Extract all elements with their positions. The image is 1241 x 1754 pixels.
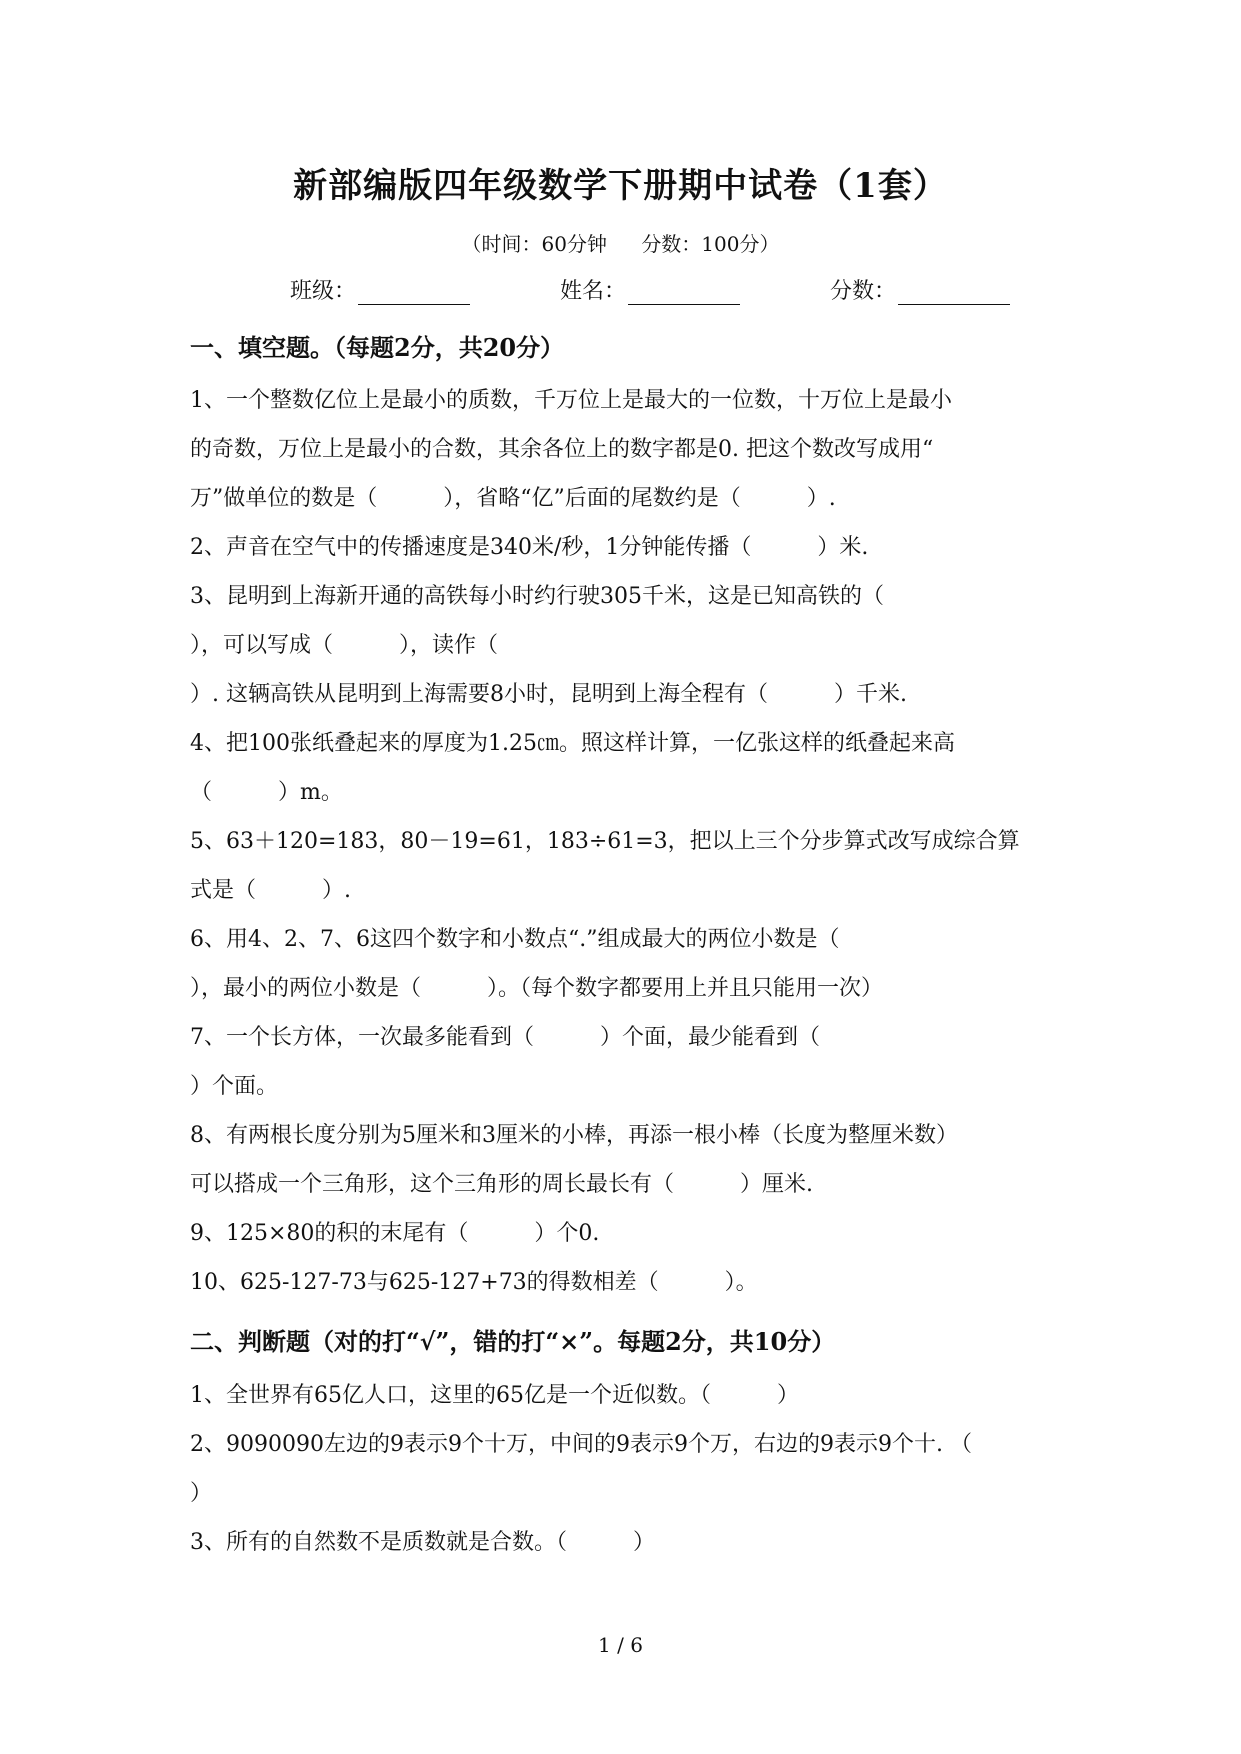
student-info-row <box>290 274 1010 305</box>
question-line: 2、声音在空气中的传播速度是340米/秒，1分钟能传播（ ）米. <box>190 535 869 560</box>
class-label: 班级： <box>290 279 357 304</box>
time-limit: （时间：60分钟 <box>461 232 607 256</box>
score-label: 分数： <box>829 279 896 304</box>
question-line: 万”做单位的数是（ ），省略“亿”后面的尾数约是（ ）. <box>190 486 836 511</box>
score-blank[interactable] <box>898 280 1010 305</box>
question-line: 2、9090090左边的9表示9个十万，中间的9表示9个万，右边的9表示9个十. （ <box>190 1432 972 1457</box>
question-line: ） <box>190 1481 213 1506</box>
name-label: 姓名： <box>559 279 626 304</box>
question-line: 可以搭成一个三角形，这个三角形的周长最长有（ ）厘米. <box>190 1172 813 1197</box>
question-line: 6、用4、2、7、6这四个数字和小数点“.”组成最大的两位小数是（ <box>190 927 840 952</box>
question-line: ），可以写成（ ），读作（ <box>190 633 499 658</box>
score-field <box>830 274 1010 305</box>
question-line: ），最小的两位小数是（ ）。（每个数字都要用上并且只能用一次） <box>190 976 884 1001</box>
name-field <box>560 274 740 305</box>
question-line: 1、全世界有65亿人口，这里的65亿是一个近似数。（ ） <box>190 1383 799 1408</box>
question-line: 10、625-127-73与625-127+73的得数相差（ ）。 <box>190 1270 758 1295</box>
question-line: 3、所有的自然数不是质数就是合数。（ ） <box>190 1530 655 1555</box>
page-title: 新部编版四年级数学下册期中试卷（1套） <box>293 166 948 206</box>
question-line: （ ）m。 <box>190 780 343 805</box>
question-line: 8、有两根长度分别为5厘米和3厘米的小棒，再添一根小棒（长度为整厘米数） <box>190 1123 958 1148</box>
question-line: ）个面。 <box>190 1074 279 1099</box>
question-line: 式是（ ）. <box>190 878 351 903</box>
question-line: 3、昆明到上海新开通的高铁每小时约行驶305千米，这是已知高铁的（ <box>190 584 884 609</box>
class-field <box>290 274 470 305</box>
total-score: 分数：100分） <box>641 232 780 256</box>
question-line: 5、63＋120=183，80－19=61，183÷61=3，把以上三个分步算式改写成综合算 <box>190 829 1020 854</box>
section-heading-fill-in: 一、填空题。（每题2分，共20分） <box>190 333 565 362</box>
name-blank[interactable] <box>628 280 740 305</box>
section-heading-true-false: 二、判断题（对的打“√”，错的打“×”。每题2分，共10分） <box>190 1327 836 1356</box>
question-line: 9、125×80的积的末尾有（ ）个0. <box>190 1221 600 1246</box>
question-line: 的奇数，万位上是最小的合数，其余各位上的数字都是0. 把这个数改写成用“ <box>190 437 934 462</box>
question-line: 1、一个整数亿位上是最小的质数，千万位上是最大的一位数，十万位上是最小 <box>190 388 952 413</box>
class-blank[interactable] <box>358 280 470 305</box>
exam-subtitle <box>0 228 1241 257</box>
question-line: 4、把100张纸叠起来的厚度为1.25㎝。照这样计算，一亿张这样的纸叠起来高 <box>190 731 955 756</box>
question-line: ）. 这辆高铁从昆明到上海需要8小时，昆明到上海全程有（ ）千米. <box>190 682 907 707</box>
page-number: 1 / 6 <box>598 1633 643 1657</box>
question-line: 7、一个长方体，一次最多能看到（ ）个面，最少能看到（ <box>190 1025 820 1050</box>
